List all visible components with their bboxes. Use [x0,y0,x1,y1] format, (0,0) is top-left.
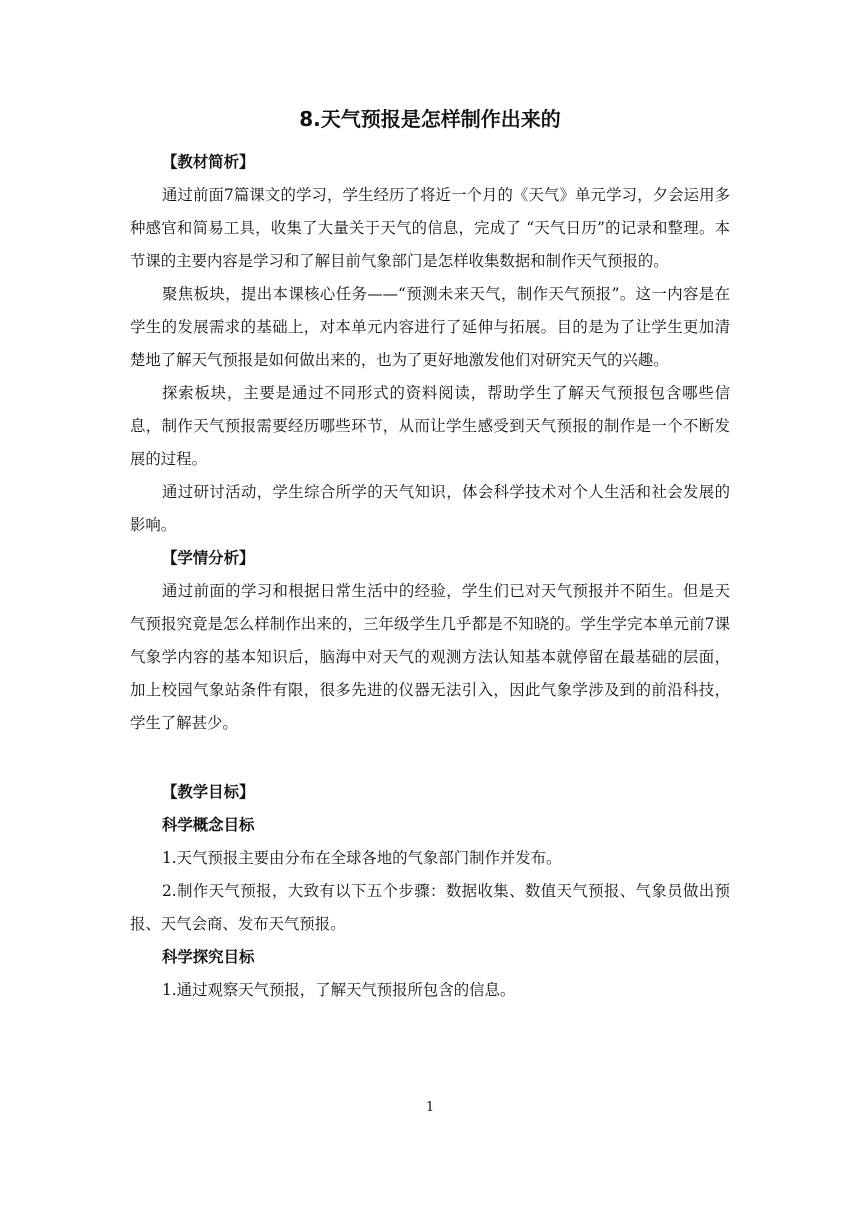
paragraph: 探索板块，主要是通过不同形式的资料阅读，帮助学生了解天气预报包含哪些信息，制作天气预报需要经历哪些环节，从而让学生感受到天气预报的制作是一个不断发展的过程。 [130,384,730,468]
subheading-inquiry-goal: 科学探究目标 [162,948,255,966]
section-heading-textbook-analysis: 【教材简析】 [162,153,255,171]
paragraph: 通过前面7篇课文的学习，学生经历了将近一个月的《天气》单元学习，夕会运用多种感官和简易工具，收集了大量关于天气的信息，完成了 “天气日历”的记录和整理。本节课的主要内容是学习和了解目前气象部门是怎样收集数据和制作天气预报的。 [130,186,730,270]
subheading-concept-goal: 科学概念目标 [162,816,255,834]
page-number: 1 [425,1100,435,1115]
section-spacer [130,740,730,776]
section-heading-student-analysis: 【学情分析】 [162,549,255,567]
goal-item: 1.通过观察天气预报，了解天气预报所包含的信息。 [162,981,516,999]
goal-item: 1.天气预报主要由分布在全球各地的气象部门制作并发布。 [162,849,562,867]
paragraph: 通过研讨活动，学生综合所学的天气知识，体会科学技术对个人生活和社会发展的影响。 [130,483,730,534]
goal-item: 2.制作天气预报，大致有以下五个步骤：数据收集、数值天气预报、气象员做出预报、天气会商、发布天气预报。 [130,882,730,933]
paragraph: 聚焦板块，提出本课核心任务——“预测未来天气，制作天气预报”。这一内容是在学生的发展需求的基础上，对本单元内容进行了延伸与拓展。目的是为了让学生更加清楚地了解天气预报是如何做出来的，也为了更好地激发他们对研究天气的兴趣。 [130,285,730,369]
section-heading-teaching-goals: 【教学目标】 [162,783,255,801]
document-body [130,146,730,1007]
paragraph: 通过前面的学习和根据日常生活中的经验，学生们已对天气预报并不陌生。但是天气预报究竟是怎么样制作出来的，三年级学生几乎都是不知晓的。学生学完本单元前7课气象学内容的基本知识后，脑海中对天气的观测方法认知基本就停留在最基础的层面，加上校园气象站条件有限，很多先进的仪器无法引入，因此气象学涉及到的前沿科技，学生了解甚少。 [130,582,730,732]
document-title: 8.天气预报是怎样制作出来的 [299,107,561,131]
